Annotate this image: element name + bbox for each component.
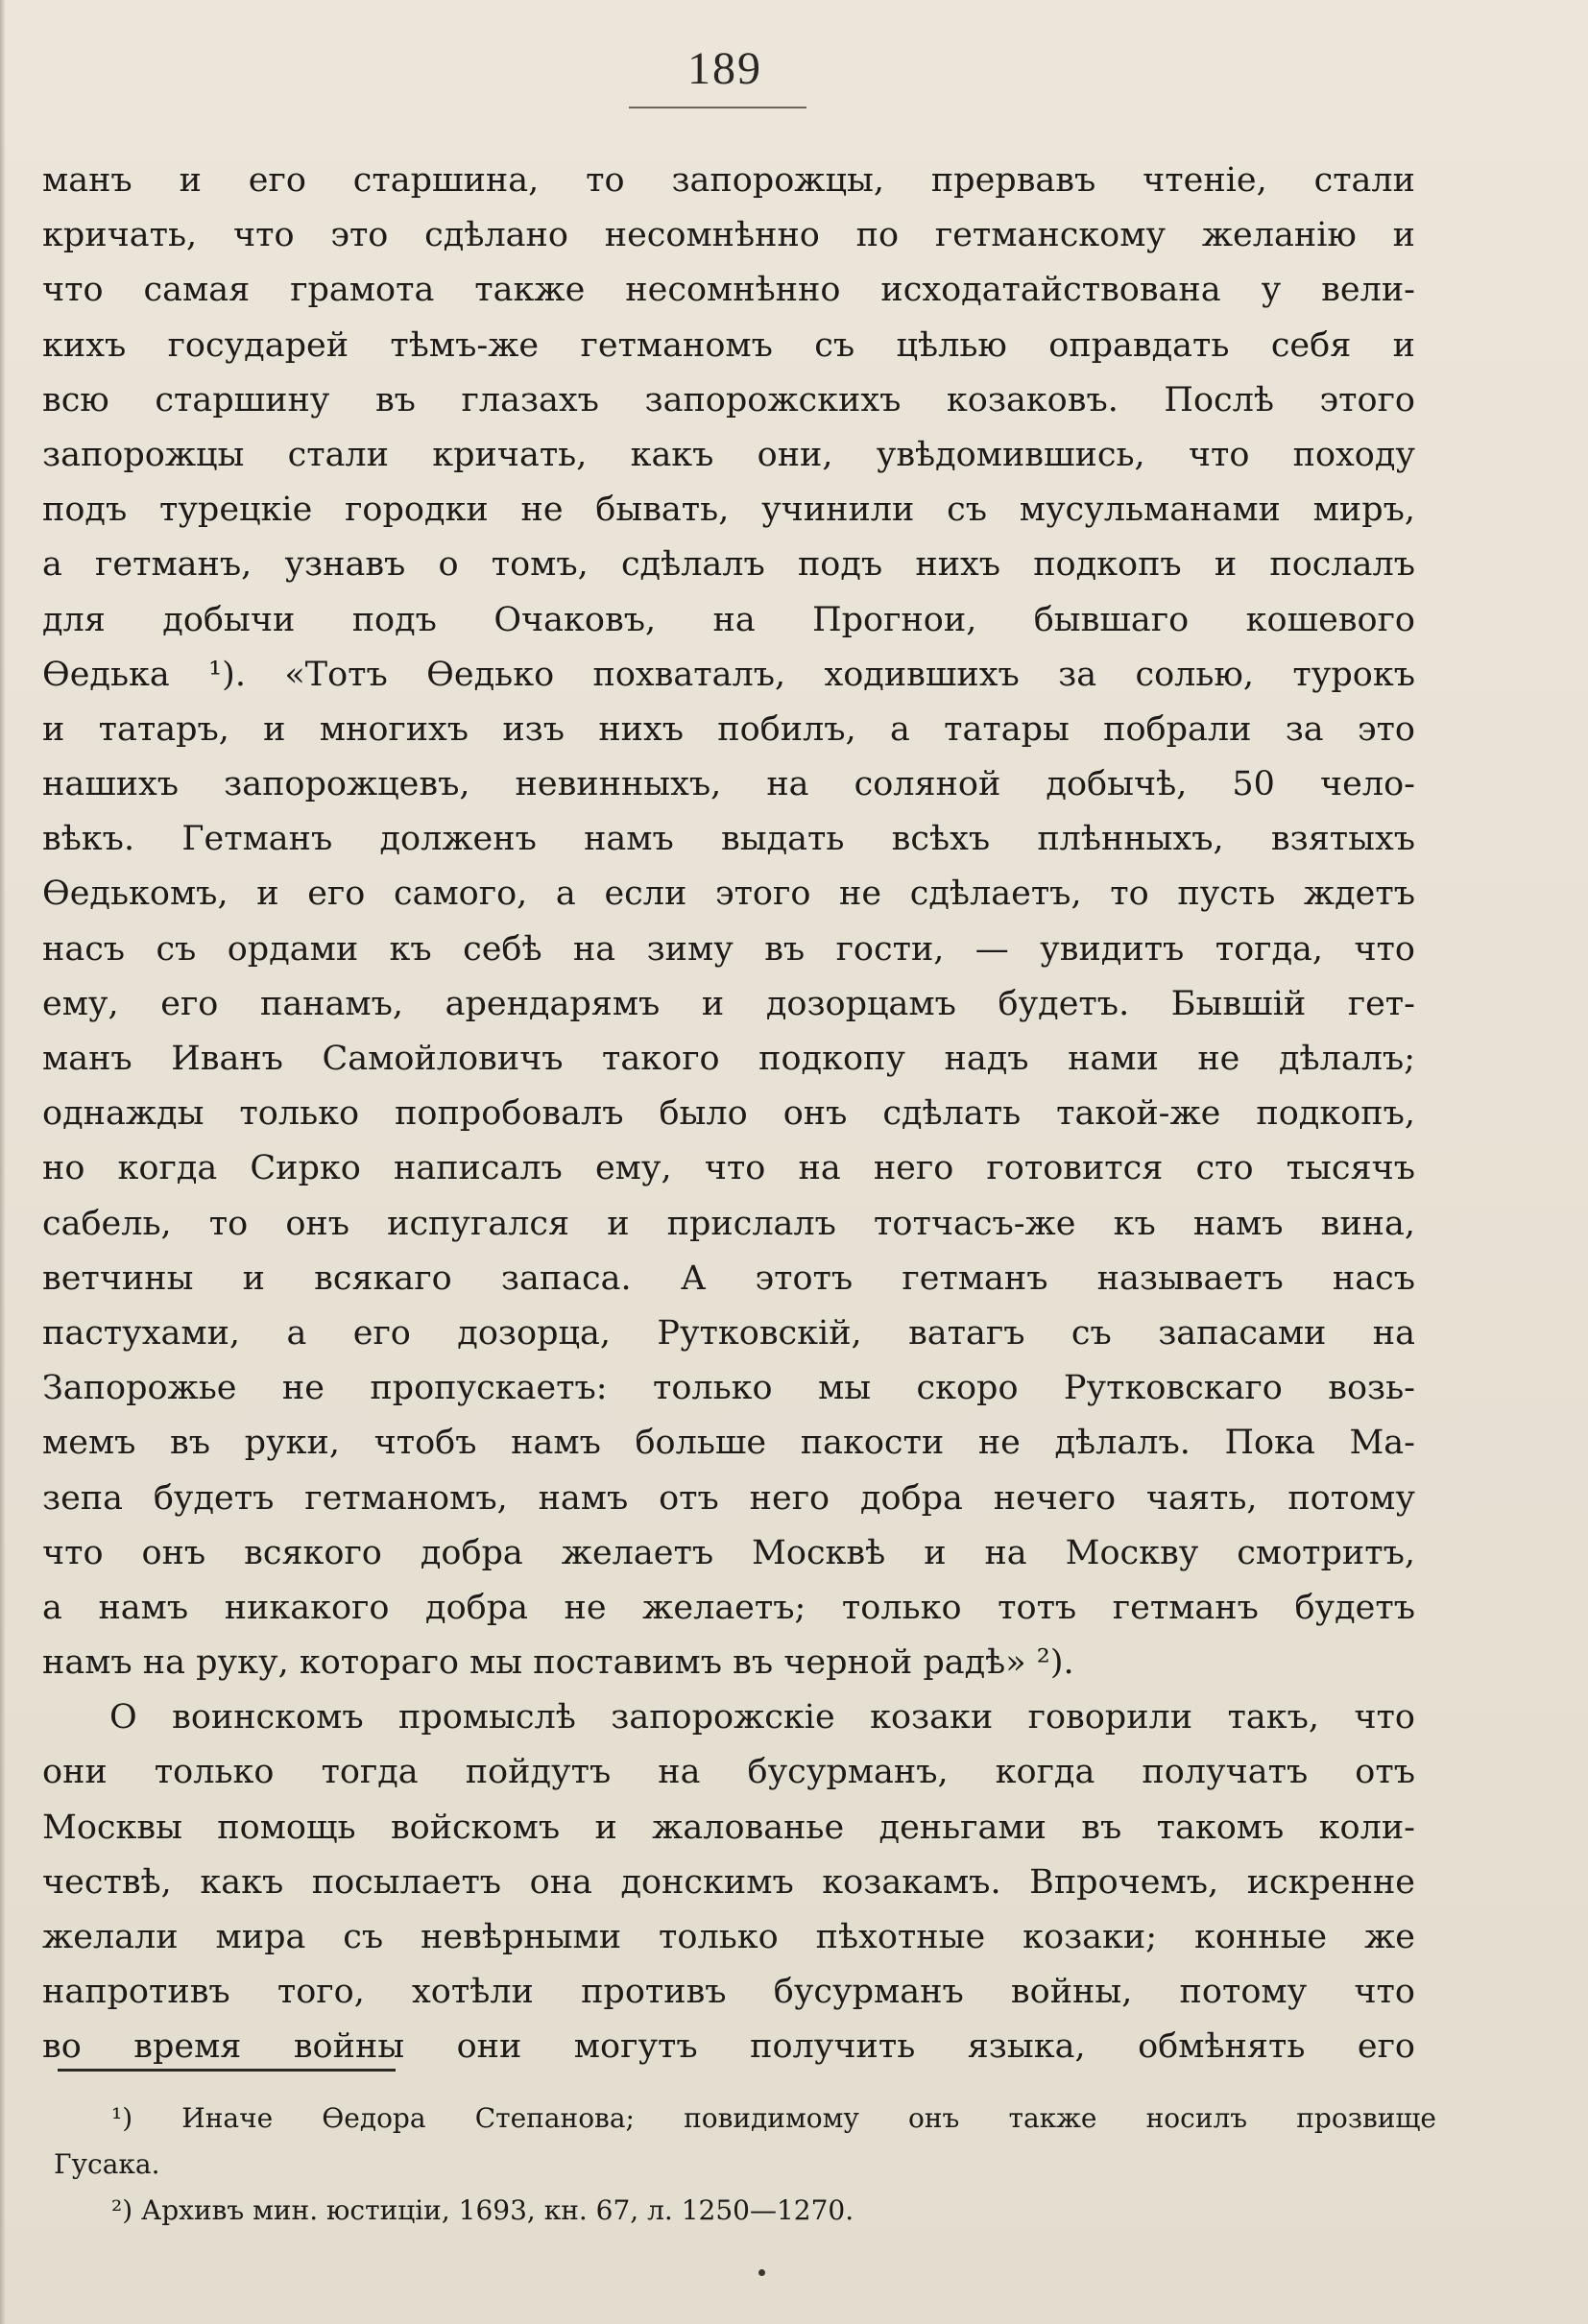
text-line: но когда Сирко написалъ ему, что на него готовится сто тысячъ bbox=[42, 1149, 1415, 1188]
text-line: сабель, то онъ испугался и прислалъ тотчасъ-же къ намъ вина, bbox=[42, 1204, 1415, 1243]
text-line: зепа будетъ гетманомъ, намъ отъ него добра нечего чаять, потому bbox=[42, 1478, 1415, 1518]
page-number: 189 bbox=[687, 43, 762, 94]
footnote-rule bbox=[58, 2069, 396, 2072]
text-line: вѣкъ. Гетманъ долженъ намъ выдать всѣхъ плѣнныхъ, взятыхъ bbox=[42, 820, 1415, 859]
text-line: желали мира съ невѣрными только пѣхотные козаки; конные же bbox=[42, 1918, 1415, 1956]
text-line: кихъ государей тѣмъ-же гетманомъ съ цѣлью оправдать себя и bbox=[42, 325, 1415, 365]
text-line: мемъ въ руки, чтобъ намъ больше пакости не дѣлалъ. Пока Ма- bbox=[42, 1424, 1415, 1463]
text-line: они только тогда пойдутъ на бусурманъ, когда получатъ отъ bbox=[42, 1753, 1415, 1792]
footnote-1-continued: Гусака. bbox=[54, 2148, 160, 2180]
text-line: что самая грамота также несомнѣнно исходатайствована у вели- bbox=[42, 271, 1415, 310]
text-line: чествѣ, какъ посылаетъ она донскимъ козакамъ. Впрочемъ, искренне bbox=[42, 1862, 1415, 1902]
text-line-paragraph-start: О воинскомъ промыслѣ запорожскіе козаки говорили такъ, что bbox=[109, 1698, 1415, 1737]
text-line: Ѳедькомъ, и его самого, а если этого не сдѣлаетъ, то пусть ждетъ bbox=[42, 874, 1415, 914]
text-line: и татаръ, и многихъ изъ нихъ побилъ, а татары побрали за это bbox=[42, 709, 1415, 749]
text-line: а намъ никакого добра не желаетъ; только тотъ гетманъ будетъ bbox=[42, 1588, 1415, 1627]
text-line: подъ турецкіе городки не бывать, учинили съ мусульманами миръ, bbox=[42, 491, 1415, 530]
text-line: а гетманъ, узнавъ о томъ, сдѣлалъ подъ нихъ подкопъ и послалъ bbox=[42, 545, 1415, 585]
text-line: насъ съ ордами къ себѣ на зиму въ гости, — увидитъ тогда, что bbox=[42, 929, 1415, 969]
text-line: всю старшину въ глазахъ запорожскихъ козаковъ. Послѣ этого bbox=[42, 380, 1415, 419]
text-line: напротивъ того, хотѣли противъ бусурманъ войны, потому что bbox=[42, 1973, 1415, 2012]
body-text bbox=[42, 154, 1415, 2075]
text-line: нашихъ запорожцевъ, невинныхъ, на соляной добычѣ, 50 чело- bbox=[42, 765, 1415, 804]
text-line-paragraph-end: намъ на руку, котораго мы поставимъ въ черной радѣ» ²). bbox=[42, 1643, 1074, 1683]
text-line: Запорожье не пропускаетъ: только мы скоро Рутковскаго возь- bbox=[42, 1369, 1415, 1408]
text-line: во время войны они могутъ получить языка, обмѣнять его bbox=[42, 2027, 1415, 2067]
ink-dot bbox=[758, 2269, 765, 2276]
text-line: манъ Иванъ Самойловичъ такого подкопу надъ нами не дѣлалъ; bbox=[42, 1040, 1415, 1078]
footnote-1: ¹) Иначе Ѳедора Степанова; повидимому онъ также носилъ прозвище bbox=[111, 2102, 1436, 2134]
text-line: кричать, что это сдѣлано несомнѣнно по гетманскому желанію и bbox=[42, 216, 1415, 255]
text-line: запорожцы стали кричать, какъ они, увѣдомившись, что походу bbox=[42, 435, 1415, 474]
text-line: для добычи подъ Очаковъ, на Прогнои, бывшаго кошевого bbox=[42, 600, 1415, 639]
footnote-2: ²) Архивъ мин. юстиціи, 1693, кн. 67, л. 1250—1270. bbox=[111, 2194, 854, 2226]
text-line: ему, его панамъ, арендарямъ и дозорцамъ будетъ. Бывшій гет- bbox=[42, 984, 1415, 1023]
text-line: ветчины и всякаго запаса. А этотъ гетманъ называетъ насъ bbox=[42, 1258, 1415, 1298]
text-line: манъ и его старшина, то запорожцы, прервавъ чтеніе, стали bbox=[42, 161, 1415, 200]
footnotes bbox=[54, 2096, 1436, 2234]
text-line: однажды только попробовалъ было онъ сдѣлать такой-же подкопъ, bbox=[42, 1094, 1415, 1134]
header-rule bbox=[629, 107, 806, 108]
text-line: Ѳедька ¹). «Тотъ Ѳедько похваталъ, ходившихъ за солью, турокъ bbox=[42, 655, 1415, 694]
text-line: что онъ всякого добра желаетъ Москвѣ и на Москву смотритъ, bbox=[42, 1533, 1415, 1572]
page-edge-shadow bbox=[0, 0, 6, 2324]
text-line: пастухами, а его дозорца, Рутковскій, ватагъ съ запасами на bbox=[42, 1313, 1415, 1353]
text-line: Москвы помощь войскомъ и жалованье деньгами въ такомъ коли- bbox=[42, 1808, 1415, 1847]
